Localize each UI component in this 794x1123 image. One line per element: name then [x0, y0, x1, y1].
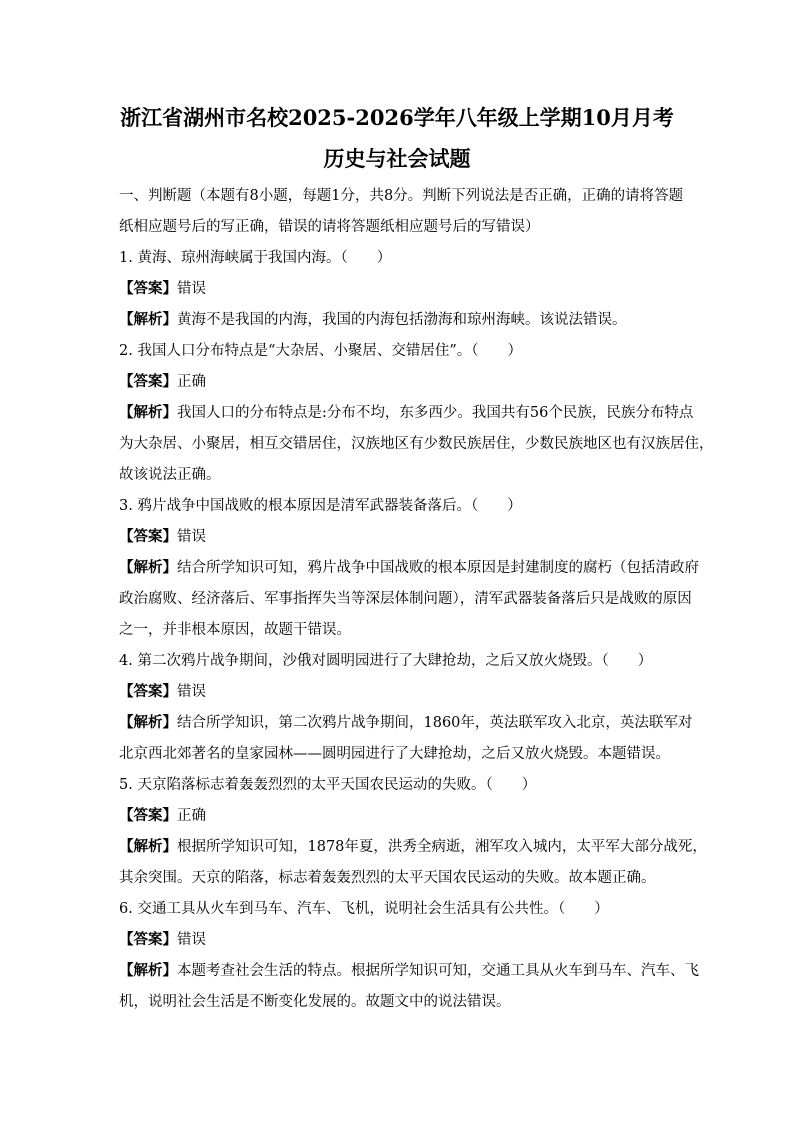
section-instruction-line: 纸相应题号后的写正确，错误的请将答题纸相应题号后的写错误） [119, 219, 540, 235]
question-stem: 2. 我国人口分布特点是“大杂居、小聚居、交错居住”。（ ） [119, 343, 523, 359]
answer-label: 【答案】 [119, 807, 177, 824]
question-stem: 5. 天京陷落标志着轰轰烈烈的太平天国农民运动的失败。（ ） [119, 777, 537, 793]
analysis-label: 【解析】 [119, 311, 177, 328]
analysis-line [119, 403, 694, 434]
analysis-label: 【解析】 [119, 714, 177, 731]
answer-value: 错误 [177, 529, 206, 545]
answer-line [119, 930, 679, 961]
analysis-text: 结合所学知识，第二次鸦片战争期间，1860年，英法联军攻入北京，英法联军对 [177, 715, 693, 731]
answer-line [119, 527, 679, 558]
analysis-text: 根据所学知识可知，1878年夏，洪秀全病逝，湘军攻入城内，太平军大部分战死， [177, 839, 707, 855]
analysis-label: 【解析】 [119, 559, 177, 576]
analysis-text: 我国人口的分布特点是:分布不均，东多西少。我国共有56个民族，民族分布特点 [177, 405, 694, 421]
analysis-text: 结合所学知识可知，鸦片战争中国战败的根本原因是封建制度的腐朽（包括清政府 [177, 560, 699, 576]
question-stem: 1. 黄海、琼州海峡属于我国内海。（ ） [119, 250, 392, 266]
analysis-line [119, 837, 707, 868]
analysis-label: 【解析】 [119, 962, 177, 979]
answer-label: 【答案】 [119, 683, 177, 700]
analysis-text: 北京西北郊著名的皇家园林——圆明园进行了大肆抢劫，之后又放火烧毁。本题错误。 [119, 746, 670, 762]
question-block [119, 248, 679, 341]
answer-line [119, 806, 679, 837]
answer-line [119, 372, 679, 403]
page-title: 浙江省湖州市名校2025-2026学年八年级上学期10月月考 [120, 105, 674, 130]
question-block [119, 899, 699, 1023]
answer-label: 【答案】 [119, 373, 177, 390]
answer-label: 【答案】 [119, 931, 177, 948]
analysis-text: 政治腐败、经济落后、军事指挥失当等深层体制问题），清军武器装备落后只是战败的原因 [119, 591, 692, 607]
answer-value: 正确 [177, 808, 206, 824]
answer-label: 【答案】 [119, 280, 177, 297]
question-stem: 6. 交通工具从火车到马车、汽车、飞机，说明社会生活具有公共性。（ ） [119, 901, 609, 917]
analysis-line [119, 310, 679, 341]
analysis-text: 为大杂居、小聚居，相互交错居住，汉族地区有少数民族居住，少数民族地区也有汉族居住， [119, 436, 714, 452]
answer-value: 错误 [177, 281, 206, 297]
analysis-text: 黄海不是我国的内海，我国的内海包括渤海和琼州海峡。该说法错误。 [177, 312, 627, 328]
analysis-line [119, 558, 699, 589]
analysis-label: 【解析】 [119, 404, 177, 421]
question-stem: 4. 第二次鸦片战争期间，沙俄对圆明园进行了大肆抢劫，之后又放火烧毁。（ ） [119, 653, 653, 669]
analysis-line [119, 713, 693, 744]
answer-line [119, 279, 679, 310]
analysis-text: 本题考查社会生活的特点。根据所学知识可知，交通工具从火车到马车、汽车、飞 [177, 963, 699, 979]
analysis-text: 机，说明社会生活是不断变化发展的。故题文中的说法错误。 [119, 994, 511, 1010]
analysis-text: 之一，并非根本原因，故题干错误。 [119, 622, 351, 638]
question-block [119, 496, 699, 651]
question-block [119, 341, 714, 496]
question-block [119, 775, 707, 899]
analysis-text: 故该说法正确。 [119, 467, 221, 483]
answer-label: 【答案】 [119, 528, 177, 545]
exam-content [119, 186, 714, 1023]
question-stem: 3. 鸦片战争中国战败的根本原因是清军武器装备落后。（ ） [119, 498, 522, 514]
answer-value: 错误 [177, 932, 206, 948]
page-subtitle: 历史与社会试题 [323, 146, 471, 171]
analysis-line [119, 961, 699, 992]
answer-value: 错误 [177, 684, 206, 700]
answer-value: 正确 [177, 374, 206, 390]
section-instruction-line: 一、判断题（本题有8小题，每题1分，共8分。判断下列说法是否正确，正确的请将答题 [119, 188, 684, 204]
question-block [119, 651, 693, 775]
analysis-text: 其余突围。天京的陷落，标志着轰轰烈烈的太平天国农民运动的失败。故本题正确。 [119, 870, 656, 886]
analysis-label: 【解析】 [119, 838, 177, 855]
answer-line [119, 682, 679, 713]
